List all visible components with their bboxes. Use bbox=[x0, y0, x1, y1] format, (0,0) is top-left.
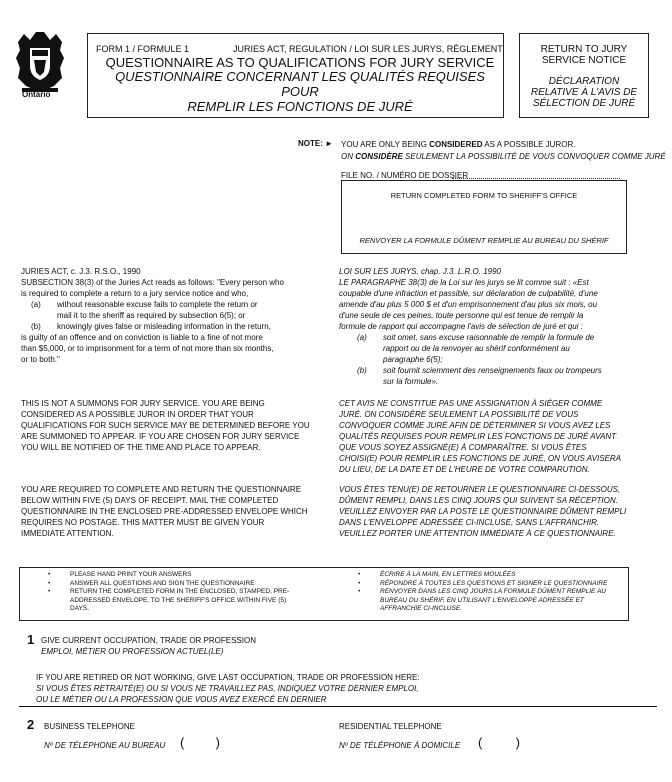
statute-french bbox=[339, 266, 639, 387]
required-english bbox=[21, 484, 331, 539]
return-to-sheriff-box bbox=[341, 180, 627, 254]
instruction-line: BUREAU DU SHÉRIF, EN UTILISANT L'ENVELOPPE ADRESSÉE ET bbox=[380, 596, 584, 604]
summons-en-line: YOU WILL BE NOTIFIED OF THE TIME AND PLACE TO APPEAR. bbox=[21, 443, 261, 452]
item-text bbox=[57, 299, 258, 321]
logo-text: Ontario bbox=[22, 90, 51, 99]
instruction-text: ANSWER ALL QUESTIONS AND SIGN THE QUESTIONNAIRE bbox=[70, 579, 255, 587]
statute-fr-line: LOI SUR LES JURYS, chap. J.3. L.R.O. 1990 bbox=[339, 267, 501, 276]
return-notice-box bbox=[519, 33, 649, 118]
note-fr-pre: ON bbox=[341, 152, 356, 161]
residential-telephone-label-french: Nº DE TÉLÉPHONE À DOMICILE bbox=[339, 741, 461, 750]
statute-fr-line: LE PARAGRAPHE 38(3) de la Loi sur les jurys se lit comme suit : «Est bbox=[339, 278, 589, 287]
statute-english bbox=[21, 266, 326, 365]
item-line: without reasonable excuse fails to complete the return or bbox=[57, 300, 258, 309]
required-fr-line: DÛMENT REMPLI, DANS LES CINQ JOURS QUI SUIVENT SA RÉCEPTION. bbox=[339, 496, 618, 505]
instruction-text bbox=[70, 588, 289, 614]
instructions-french bbox=[358, 571, 628, 614]
residential-telephone-label: RESIDENTIAL TELEPHONE bbox=[339, 722, 442, 731]
statute-en-line: is required to complete a return to a jury service notice and who, bbox=[21, 289, 249, 298]
required-fr-line: VEUILLEZ ENVOYER PAR LA POSTE LE QUESTIONNAIRE DÛMENT REMPLI bbox=[339, 507, 627, 516]
business-telephone-area-code[interactable] bbox=[180, 735, 220, 750]
summons-fr-line: CHOISI(E) POUR REMPLIR LES FONCTIONS DE JURÉ, ON VOUS AVISERA bbox=[339, 454, 621, 463]
statute-fr-line: amende d'au plus 5 000 $ et d'un emprisonnement d'au plus six mois, ou bbox=[339, 300, 598, 309]
statute-en-line: than $5,000, or to imprisonment for a term of not more than six months, bbox=[21, 344, 274, 353]
statute-en-item-b bbox=[21, 321, 326, 332]
notice-en-line-2: SERVICE NOTICE bbox=[541, 55, 627, 66]
statute-fr-item-a bbox=[339, 332, 639, 365]
note-text-english bbox=[341, 139, 666, 151]
question-1-english: GIVE CURRENT OCCUPATION, TRADE OR PROFESSION bbox=[41, 636, 256, 645]
form-number: FORM 1 / FORMULE 1 bbox=[96, 44, 190, 54]
summons-fr-line: CONVOQUER COMME JURÉ AFIN DE DÉTERMINER SI VOUS AVEZ LES bbox=[339, 421, 611, 430]
required-en-line: BELOW WITHIN FIVE (5) DAYS OF RECEIPT. MAIL THE COMPLETED bbox=[21, 496, 279, 505]
notice-fr-line-3: SÉLECTION DE JURÉ bbox=[532, 98, 636, 109]
instruction-text bbox=[380, 588, 606, 614]
required-fr-line: DANS L'ENVELOPPE ADRESSÉE CI-INCLUSE, SANS L'AFFRANCHIR. bbox=[339, 518, 600, 527]
required-fr-line: VEUILLEZ PORTER UNE ATTENTION IMMÉDIATE À CE QUESTIONNAIRE. bbox=[339, 529, 616, 538]
paren-open: ( bbox=[180, 735, 185, 750]
note-en-post: AS A POSSIBLE JUROR. bbox=[482, 140, 576, 149]
question-2-number: 2 bbox=[27, 717, 35, 732]
summons-en-line: THIS IS NOT A SUMMONS FOR JURY SERVICE. YOU ARE BEING bbox=[21, 399, 265, 408]
required-en-line: IMMEDIATE ATTENTION. bbox=[21, 529, 114, 538]
summons-en-line: ARE SUMMONED TO APPEAR. IF YOU ARE CHOSEN FOR JURY SERVICE bbox=[21, 432, 300, 441]
instruction-item bbox=[358, 571, 628, 580]
statute-en-line: is guilty of an offence and on conviction is liable to a fine of not more bbox=[21, 333, 263, 342]
item-line: sur la formule». bbox=[383, 377, 439, 386]
statute-en-line: JURIES ACT, c. J.3. R.S.O., 1990 bbox=[21, 267, 141, 276]
item-line: mail it to the sheriff as required by subsection 6(5); or bbox=[57, 311, 246, 320]
item-line: soit omet, sans excuse raisonnable de remplir la formule de bbox=[383, 333, 595, 342]
statute-en-line: SUBSECTION 38(3) of the Juries Act reads as follows: "Every person who bbox=[21, 278, 284, 287]
note-fr-bold: CONSIDÈRE bbox=[355, 152, 403, 161]
note-fr-post: SEULEMENT LA POSSIBILITÉ DE VOUS CONVOQUER COMME JURÉ bbox=[402, 152, 666, 161]
item-label: (b) bbox=[357, 366, 367, 375]
bullet: • bbox=[48, 579, 51, 587]
bullet: • bbox=[358, 571, 361, 578]
return-box-french: RENVOYER LA FORMULE DÛMENT REMPLIE AU BUREAU DU SHÉRIF bbox=[359, 236, 609, 245]
item-text bbox=[383, 365, 602, 387]
note-en-bold: CONSIDERED bbox=[429, 140, 483, 149]
instructions-english bbox=[48, 571, 323, 614]
item-label: (b) bbox=[31, 322, 41, 331]
item-line: knowingly gives false or misleading information in the return, bbox=[57, 322, 271, 331]
form-title-english-text: QUESTIONNAIRE AS TO QUALIFICATIONS FOR JURY SERVICE bbox=[105, 55, 495, 70]
note-text bbox=[341, 139, 666, 163]
paren-close: ) bbox=[515, 735, 520, 750]
instruction-line: DAYS. bbox=[70, 605, 90, 612]
instruction-line: AFFRANCHIE CI-INCLUSE. bbox=[380, 605, 462, 612]
note-en-pre: YOU ARE ONLY BEING bbox=[341, 140, 430, 149]
bullet: • bbox=[358, 579, 361, 587]
instruction-item bbox=[48, 588, 323, 614]
paren-open: ( bbox=[478, 735, 483, 750]
notice-fr-line-2: RELATIVE À L'AVIS DE bbox=[530, 87, 638, 98]
question-1-retired-english: IF YOU ARE RETIRED OR NOT WORKING, GIVE LAST OCCUPATION, TRADE OR PROFESSION HERE: bbox=[36, 673, 420, 682]
statute-fr-line: coupable d'une infraction et passible, sur déclaration de culpabilité, d'une bbox=[339, 289, 598, 298]
instruction-line: RENVOYER DANS LES CINQ JOURS LA FORMULE DÛMENT REMPLIE AU bbox=[380, 588, 606, 595]
required-fr-line: VOUS ÊTES TENU(E) DE RETOURNER LE QUESTIONNAIRE CI-DESSOUS, bbox=[339, 485, 621, 494]
business-telephone-label: BUSINESS TELEPHONE bbox=[44, 722, 135, 731]
summons-fr-line: QUE VOUS SOYEZ ASSIGNÉ(E) À COMPARAÎTRE. SI VOUS ÊTES bbox=[339, 443, 587, 452]
summons-fr-line: DU LIEU, DE LA DATE ET DE L'HEURE DE VOTRE COMPARUTION. bbox=[339, 465, 590, 474]
item-label: (a) bbox=[357, 333, 367, 342]
form-title-french-line-2: REMPLIR LES FONCTIONS DE JURÉ bbox=[187, 99, 413, 114]
statute-en-item-a bbox=[21, 299, 326, 321]
required-french bbox=[339, 484, 639, 539]
required-en-line: REQUIRES NO POSTAGE. THIS MATTER MUST BE GIVEN YOUR bbox=[21, 518, 265, 527]
instruction-line: RETURN THE COMPLETED FORM IN THE ENCLOSED, STAMPED, PRE- bbox=[70, 588, 290, 595]
business-telephone-label-french: Nº DE TÉLÉPHONE AU BUREAU bbox=[44, 741, 166, 750]
notice-fr-line-1: DÉCLARATION bbox=[548, 76, 620, 87]
summons-fr-line: QUALITÉS REQUISES POUR REMPLIR LES FONCTIONS DE JURÉ AVANT bbox=[339, 432, 617, 441]
return-box-english: RETURN COMPLETED FORM TO SHERIFF'S OFFICE bbox=[390, 191, 578, 200]
instruction-text: PLEASE HAND PRINT YOUR ANSWERS bbox=[70, 571, 192, 578]
bullet: • bbox=[48, 571, 51, 578]
paren-close: ) bbox=[215, 735, 220, 750]
instruction-item bbox=[48, 580, 323, 589]
item-line: paragraphe 6(5); bbox=[383, 355, 443, 364]
residential-telephone-area-code[interactable] bbox=[478, 735, 520, 750]
statute-en-line: or to both." bbox=[21, 355, 60, 364]
file-number-label: FILE NO. / NUMÉRO DE DOSSIER bbox=[341, 171, 469, 180]
question-1-french: EMPLOI, MÉTIER OU PROFESSION ACTUEL(LE) bbox=[41, 647, 224, 656]
statute-fr-line: formule de rapport qui accompagne l'avis de sélection de juré et qui : bbox=[339, 322, 583, 331]
notice-en-line-1: RETURN TO JURY bbox=[540, 44, 628, 55]
form-title-english bbox=[100, 55, 500, 70]
summons-fr-line: CET AVIS NE CONSTITUE PAS UNE ASSIGNATION À SIÉGER COMME bbox=[339, 399, 603, 408]
instruction-line: ADDRESSED ENVELOPE, TO THE SHERIFF'S OFFICE WITHIN FIVE (5) bbox=[70, 596, 287, 604]
question-1-retired-french-1: SI VOUS ÊTES RETRAITÉ(E) OU SI VOUS NE TRAVAILLEZ PAS, INDIQUEZ VOTRE DERNIER EMPLOI, bbox=[36, 684, 419, 693]
section-divider bbox=[19, 706, 657, 707]
summons-en-line: QUALIFICATIONS FOR SUCH SERVICE MAY BE DETERMINED BEFORE YOU bbox=[21, 421, 310, 430]
item-line: soit fournit sciemment des renseignements faux ou trompeurs bbox=[383, 366, 602, 375]
note-label: NOTE: ► bbox=[298, 139, 334, 148]
not-summons-english bbox=[21, 398, 331, 453]
statute-fr-line: d'une seule de ces peines, toute personne qui est tenue de remplir la bbox=[339, 311, 584, 320]
instruction-text: ÉCRIRE À LA MAIN, EN LETTRES MOULÉES bbox=[380, 571, 516, 578]
question-1-retired-french-2: OU LE MÉTIER OU LA PROFESSION QUE VOUS AVEZ EXERCÉ EN DERNIER bbox=[36, 695, 327, 704]
instruction-item bbox=[48, 571, 323, 580]
bullet: • bbox=[358, 588, 361, 595]
form-title-french bbox=[100, 69, 500, 114]
bullet: • bbox=[48, 588, 51, 595]
not-summons-french bbox=[339, 398, 639, 475]
instruction-item bbox=[358, 588, 628, 614]
note-text-french bbox=[341, 151, 666, 163]
item-label: (a) bbox=[31, 300, 41, 309]
act-reference: JURIES ACT, REGULATION / LOI SUR LES JURYS, RÈGLEMENT bbox=[233, 44, 503, 54]
item-text bbox=[383, 332, 594, 365]
required-en-line: QUESTIONNAIRE IN THE ENCLOSED PRE-ADDRESSED ENVELOPE WHICH bbox=[21, 507, 308, 516]
instruction-item bbox=[358, 580, 628, 589]
question-1-number: 1 bbox=[27, 632, 35, 647]
instruction-text: RÉPONDRE À TOUTES LES QUESTIONS ET SIGNER LE QUESTIONNAIRE bbox=[380, 579, 608, 587]
required-en-line: YOU ARE REQUIRED TO COMPLETE AND RETURN THE QUESTIONNAIRE bbox=[21, 485, 302, 494]
file-number-field[interactable] bbox=[452, 178, 620, 179]
item-line: rapport ou de la renvoyer au shérif conformément au bbox=[383, 344, 570, 353]
statute-fr-item-b bbox=[339, 365, 639, 387]
summons-fr-line: JURÉ. ON CONSIDÈRE SEULEMENT LA POSSIBILITÉ DE VOUS bbox=[339, 410, 579, 419]
form-title-french-line-1: QUESTIONNAIRE CONCERNANT LES QUALITÉS REQUISES POUR bbox=[115, 69, 485, 99]
summons-en-line: CONSIDERED AS A POSSIBLE JUROR IN ORDER THAT YOUR bbox=[21, 410, 254, 419]
